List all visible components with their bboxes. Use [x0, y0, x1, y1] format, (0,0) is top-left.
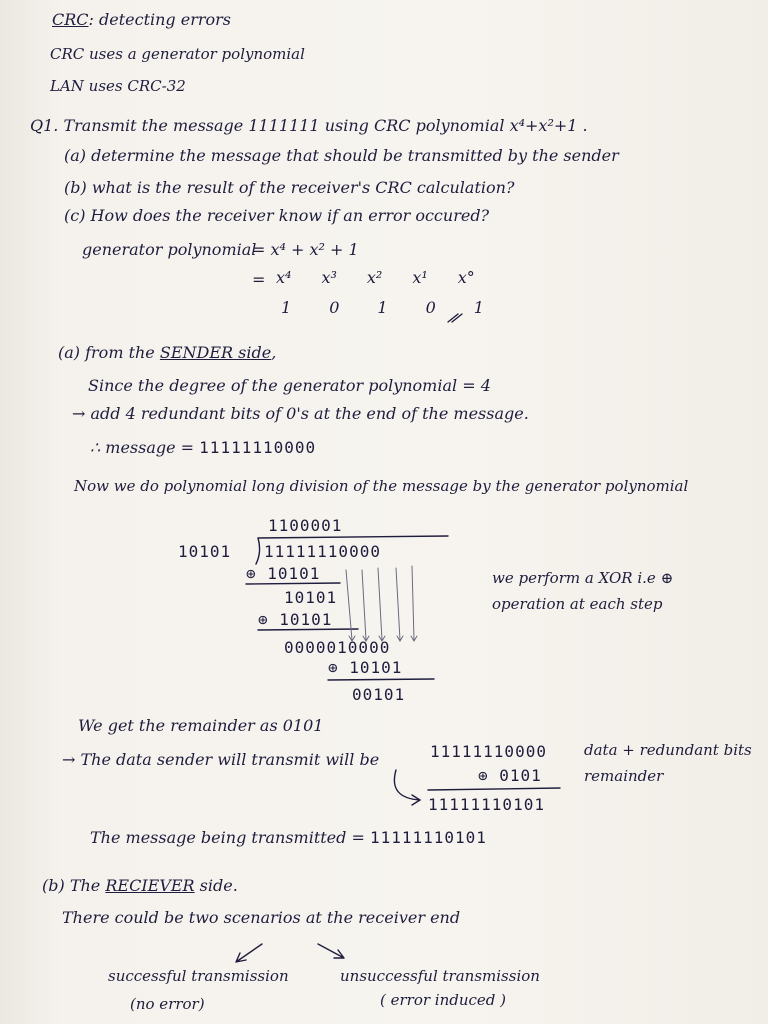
bit-x0: 1	[473, 298, 484, 317]
bit-x4: 1	[281, 298, 292, 317]
xor-note-line2: operation at each step	[492, 595, 663, 613]
header-title	[52, 10, 231, 30]
generator-label: generator polynomial	[82, 240, 257, 259]
division-quotient: 1100001	[268, 516, 343, 535]
question-part-c: (c) How does the receiver know if an error occured?	[64, 206, 490, 225]
message-label: ∴ message =	[90, 438, 195, 457]
division-divisor: 10101	[178, 542, 232, 561]
power-x0: x°	[457, 268, 475, 287]
final-message-line	[90, 828, 487, 848]
question-part-b: (b) what is the result of the receiver's CRC calculation?	[64, 178, 515, 197]
remainder-line: We get the remainder as 0101	[78, 716, 324, 735]
division-dividend: 11111110000	[264, 542, 381, 561]
division-remainder: 00101	[352, 685, 406, 704]
header-line-generator: CRC uses a generator polynomial	[50, 45, 305, 63]
division-step3: 0000010000	[284, 638, 391, 657]
header-title-rest: : detecting errors	[88, 10, 232, 29]
generator-bits	[281, 298, 484, 317]
part-b-heading-pre: (b) The	[42, 876, 106, 895]
bit-x2: 1	[377, 298, 388, 317]
question-label: Q1.	[30, 116, 59, 135]
scenario-success: successful transmission	[108, 967, 289, 985]
generator-powers	[276, 268, 475, 287]
scenario-arrow-left	[236, 944, 262, 962]
message-line	[90, 438, 316, 458]
sum-add: ⊕ 0101	[478, 766, 542, 785]
bit-x1: 0	[425, 298, 436, 317]
final-value: 11111110101	[369, 828, 487, 847]
scenario-failure-note: ( error induced )	[380, 991, 507, 1009]
power-x3: x³	[321, 268, 337, 287]
part-b-heading-post: side.	[194, 876, 238, 895]
note-remainder: remainder	[584, 767, 664, 785]
note-data-redundant: data + redundant bits	[584, 741, 752, 759]
division-rule-3	[328, 679, 434, 680]
final-label: The message being transmitted =	[90, 828, 365, 847]
question-line1	[30, 116, 588, 136]
part-a-heading-sender: SENDER side	[159, 343, 272, 362]
sum-top: 11111110000	[430, 742, 547, 761]
scenarios-line: There could be two scenarios at the receiver end	[62, 908, 461, 927]
part-b-heading	[42, 876, 238, 896]
part-a-heading-pre: (a) from the	[58, 343, 160, 362]
power-x1: x¹	[412, 268, 428, 287]
header-title-crc: CRC	[52, 10, 89, 29]
generator-eq2: =	[252, 270, 266, 289]
question-text: Transmit the message 1111111 using CRC polynomial x⁴+x²+1 .	[63, 116, 588, 135]
header-line-lan: LAN uses CRC-32	[50, 77, 186, 95]
part-a-heading	[58, 343, 276, 363]
redundant-line: → add 4 redundant bits of 0's at the end of the message.	[72, 404, 529, 423]
division-xor3: ⊕ 10101	[328, 658, 403, 677]
scenario-failure: unsuccessful transmission	[340, 967, 540, 985]
power-x4: x⁴	[276, 268, 292, 287]
transmit-label: → The data sender will transmit will be	[62, 750, 380, 769]
sum-rule	[428, 788, 560, 790]
bit-x3: 0	[329, 298, 340, 317]
sum-result: 11111110101	[428, 795, 545, 814]
power-x2: x²	[366, 268, 383, 287]
division-intro: Now we do polynomial long division of the message by the generator polynomial	[74, 477, 689, 495]
question-part-a: (a) determine the message that should be transmitted by the sender	[64, 146, 619, 165]
generator-eq1: = x⁴ + x² + 1	[252, 240, 359, 259]
division-xor2: ⊕ 10101	[258, 610, 333, 629]
scenario-arrow-right	[318, 944, 344, 958]
division-step2: 10101	[284, 588, 338, 607]
xor-note-line1: we perform a XOR i.e ⊕	[492, 569, 674, 587]
division-xor1: ⊕ 10101	[246, 564, 321, 583]
scenario-success-note: (no error)	[130, 995, 205, 1013]
curved-arrow	[394, 770, 420, 805]
degree-line: Since the degree of the generator polynomial = 4	[88, 376, 491, 395]
message-value: 11111110000	[199, 438, 317, 457]
part-b-heading-receiver: RECIEVER	[105, 876, 195, 895]
part-a-heading-post: ,	[271, 343, 277, 362]
bring-down-arrows	[346, 566, 417, 641]
